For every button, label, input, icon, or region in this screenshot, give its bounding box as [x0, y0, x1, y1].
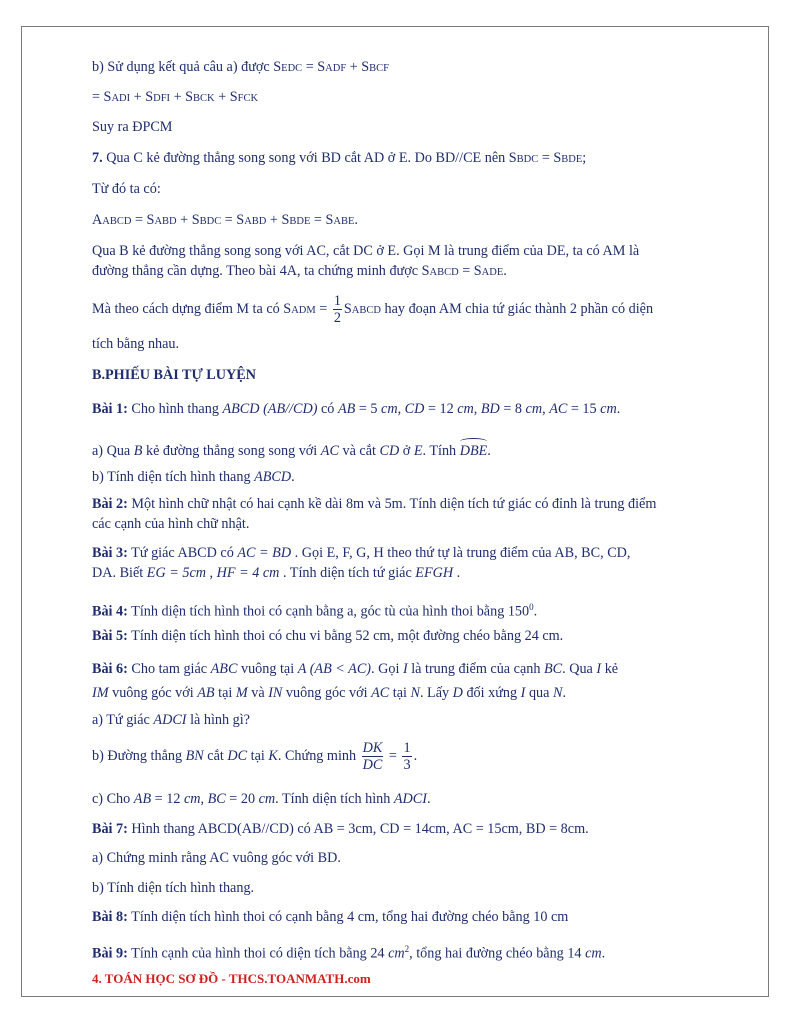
fraction-one-half: $\frac{1}{2}$ [333, 293, 341, 326]
exercise-6-cont: IM vuông góc với AB tại M và IN vuông góc với AC tại N. Lấy D đối xứng I qua N. [92, 685, 566, 701]
text-line-4: 7. Qua C kẻ đường thẳng song song với BD cắt AD ở E. Do BD//CE nên SBDC = SBDE; [92, 150, 587, 166]
exercise-6b: b) Đường thẳng BN cắt DC tại K. Chứng minh $\frac{DK}{DC}$ = $\frac{1}{3}$ . [92, 740, 418, 773]
exercise-1: Bài 1: Cho hình thang ABCD (AB//CD) có AB = 5 cm, CD = 12 cm, BD = 8 cm, AC = 15 cm. [92, 401, 621, 417]
exercise-2-cont: các cạnh của hình chữ nhật. [92, 516, 250, 532]
exercise-3: Bài 3: Tứ giác ABCD có AC = BD . Gọi E, F, G, H theo thứ tự là trung điểm của AB, BC, CD, [92, 545, 631, 561]
section-heading: B.PHIẾU BÀI TỰ LUYỆN [92, 367, 256, 383]
exercise-7b: b) Tính diện tích hình thang. [92, 880, 255, 896]
text-line-8: đường thẳng cần dựng. Theo bài 4A, ta chứng minh được SABCD = SADE. [92, 263, 507, 279]
text-line-7: Qua B kẻ đường thẳng song song với AC, cắt DC ở E. Gọi M là trung điểm của DE, ta có AM là [92, 243, 640, 259]
text-line-10: tích bằng nhau. [92, 336, 180, 352]
exercise-8: Bài 8: Tính diện tích hình thoi có cạnh bằng 4 cm, tổng hai đường chéo bằng 10 cm [92, 909, 569, 925]
exercise-9: Bài 9: Tính cạnh của hình thoi có diện tích bằng 24 $cm^2$, tổng hai đường chéo bằng 14 cm. [92, 944, 606, 962]
angle-dbe: DBE [460, 440, 488, 460]
exercise-6: Bài 6: Cho tam giác ABC vuông tại A (AB < AC). Gọi I là trung điểm của cạnh BC. Qua I kẻ [92, 661, 619, 677]
exercise-5: Bài 5: Tính diện tích hình thoi có chu vi bằng 52 cm, một đường chéo bằng 24 cm. [92, 628, 564, 644]
text-line-1: b) Sử dụng kết quả câu a) được SEDC = SADF + SBCF [92, 59, 390, 75]
text-line-6: AABCD = SABD + SBDC = SABD + SBDE = SABE. [92, 212, 358, 228]
footer-credit: 4. TOÁN HỌC SƠ ĐỒ - THCS.TOANMATH.com [92, 971, 371, 986]
text-line-3: Suy ra ĐPCM [92, 119, 173, 135]
fraction-one-third: $\frac{1}{3}$ [403, 740, 411, 773]
exercise-1b: b) Tính diện tích hình thang ABCD. [92, 469, 295, 485]
text-line-2: = SADI + SDFI + SBCK + SFCK [92, 89, 259, 105]
exercise-7: Bài 7: Hình thang ABCD(AB//CD) có AB = 3cm, CD = 14cm, AC = 15cm, BD = 8cm. [92, 821, 589, 837]
text-line-9: Mà theo cách dựng điểm M ta có SADM = $\frac{1}{2}$ SABCD hay đoạn AM chia tứ giác thành 2 phần có diện [92, 293, 654, 326]
exercise-2: Bài 2: Một hình chữ nhật có hai cạnh kề dài 8m và 5m. Tính diện tích tứ giác có đỉnh là trung điểm [92, 496, 657, 512]
exercise-6c: c) Cho AB = 12 cm, BC = 20 cm. Tính diện tích hình ADCI. [92, 791, 431, 807]
fraction-dk-dc: $\frac{DK}{DC}$ [362, 740, 383, 773]
exercise-6a: a) Tứ giác ADCI là hình gì? [92, 712, 250, 728]
exercise-1a: a) Qua B kẻ đường thẳng song song với AC và cắt CD ở E. Tính DBE. [92, 440, 491, 460]
exercise-4: Bài 4: Tính diện tích hình thoi có cạnh bằng a, góc tù của hình thoi bằng $150^0$. [92, 602, 538, 620]
text-line-5: Từ đó ta có: [92, 181, 161, 197]
exercise-3-cont: DA. Biết EG = 5cm , HF = 4 cm . Tính diện tích tứ giác EFGH . [92, 565, 461, 581]
exercise-7a: a) Chứng minh rằng AC vuông góc với BD. [92, 850, 341, 866]
